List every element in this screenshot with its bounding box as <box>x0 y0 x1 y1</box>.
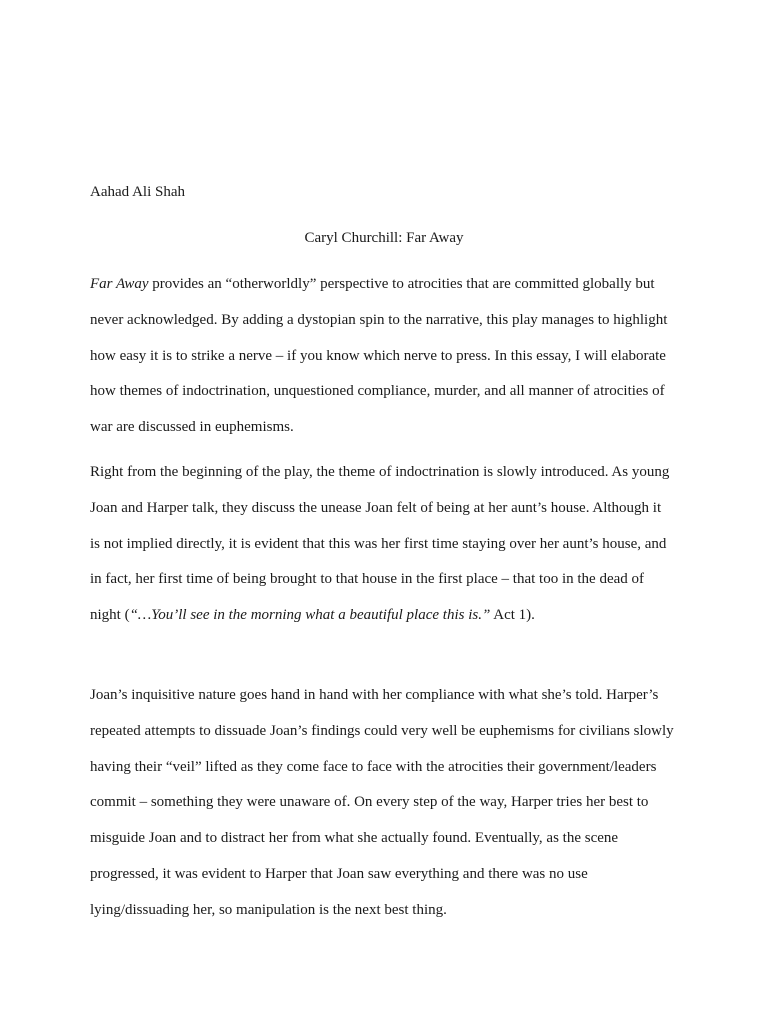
paragraph-compliance <box>90 686 690 937</box>
paragraph-indoctrination <box>90 463 690 642</box>
play-title-italic: Far Away <box>90 276 149 292</box>
paragraph-line: Joan and Harper talk, they discuss the unease Joan felt of being at her aunt’s house. Although it <box>90 499 662 516</box>
paragraph-line: progressed, it was evident to Harper that Joan saw everything and there was no use <box>90 865 588 882</box>
paragraph-line: having their “veil” lifted as they come face to face with the atrocities their government/leaders <box>90 758 657 775</box>
paragraph-line: in fact, her first time of being brought to that house in the first place – that too in the dead of <box>90 571 645 588</box>
paragraph-line: war are discussed in euphemisms. <box>90 419 294 436</box>
paragraph-line: Far Away provides an “otherworldly” perspective to atrocities that are committed globally but <box>90 276 655 292</box>
quote-italic: “…You’ll see in the morning what a beautiful place this is.” <box>129 607 491 624</box>
paragraph-intro <box>90 275 690 454</box>
paragraph-line: lying/dissuading her, so manipulation is the next best thing. <box>90 901 447 918</box>
document-title: Caryl Churchill: Far Away <box>304 230 464 246</box>
paragraph-line: night (“…You’ll see in the morning what a beautiful place this is.” Act 1). <box>90 607 535 624</box>
paragraph-line: how themes of indoctrination, unquestioned compliance, murder, and all manner of atrocities of <box>90 383 665 400</box>
author-name: Aahad Ali Shah <box>90 184 185 200</box>
paragraph-line: is not implied directly, it is evident that this was her first time staying over her aunt’s house, and <box>90 535 667 552</box>
paragraph-line: commit – something they were unaware of. On every step of the way, Harper tries her best to <box>90 794 649 811</box>
paragraph-line: Right from the beginning of the play, the theme of indoctrination is slowly introduced. As young <box>90 464 670 480</box>
paragraph-line: misguide Joan and to distract her from what she actually found. Eventually, as the scene <box>90 830 619 847</box>
paragraph-line: never acknowledged. By adding a dystopian spin to the narrative, this play manages to highlight <box>90 311 668 328</box>
paragraph-line: Joan’s inquisitive nature goes hand in hand with her compliance with what she’s told. Harper’s <box>90 687 659 703</box>
paragraph-line: repeated attempts to dissuade Joan’s findings could very well be euphemisms for civilians slowly <box>90 722 674 739</box>
paragraph-line: how easy it is to strike a nerve – if you know which nerve to press. In this essay, I will elaborate <box>90 347 666 364</box>
